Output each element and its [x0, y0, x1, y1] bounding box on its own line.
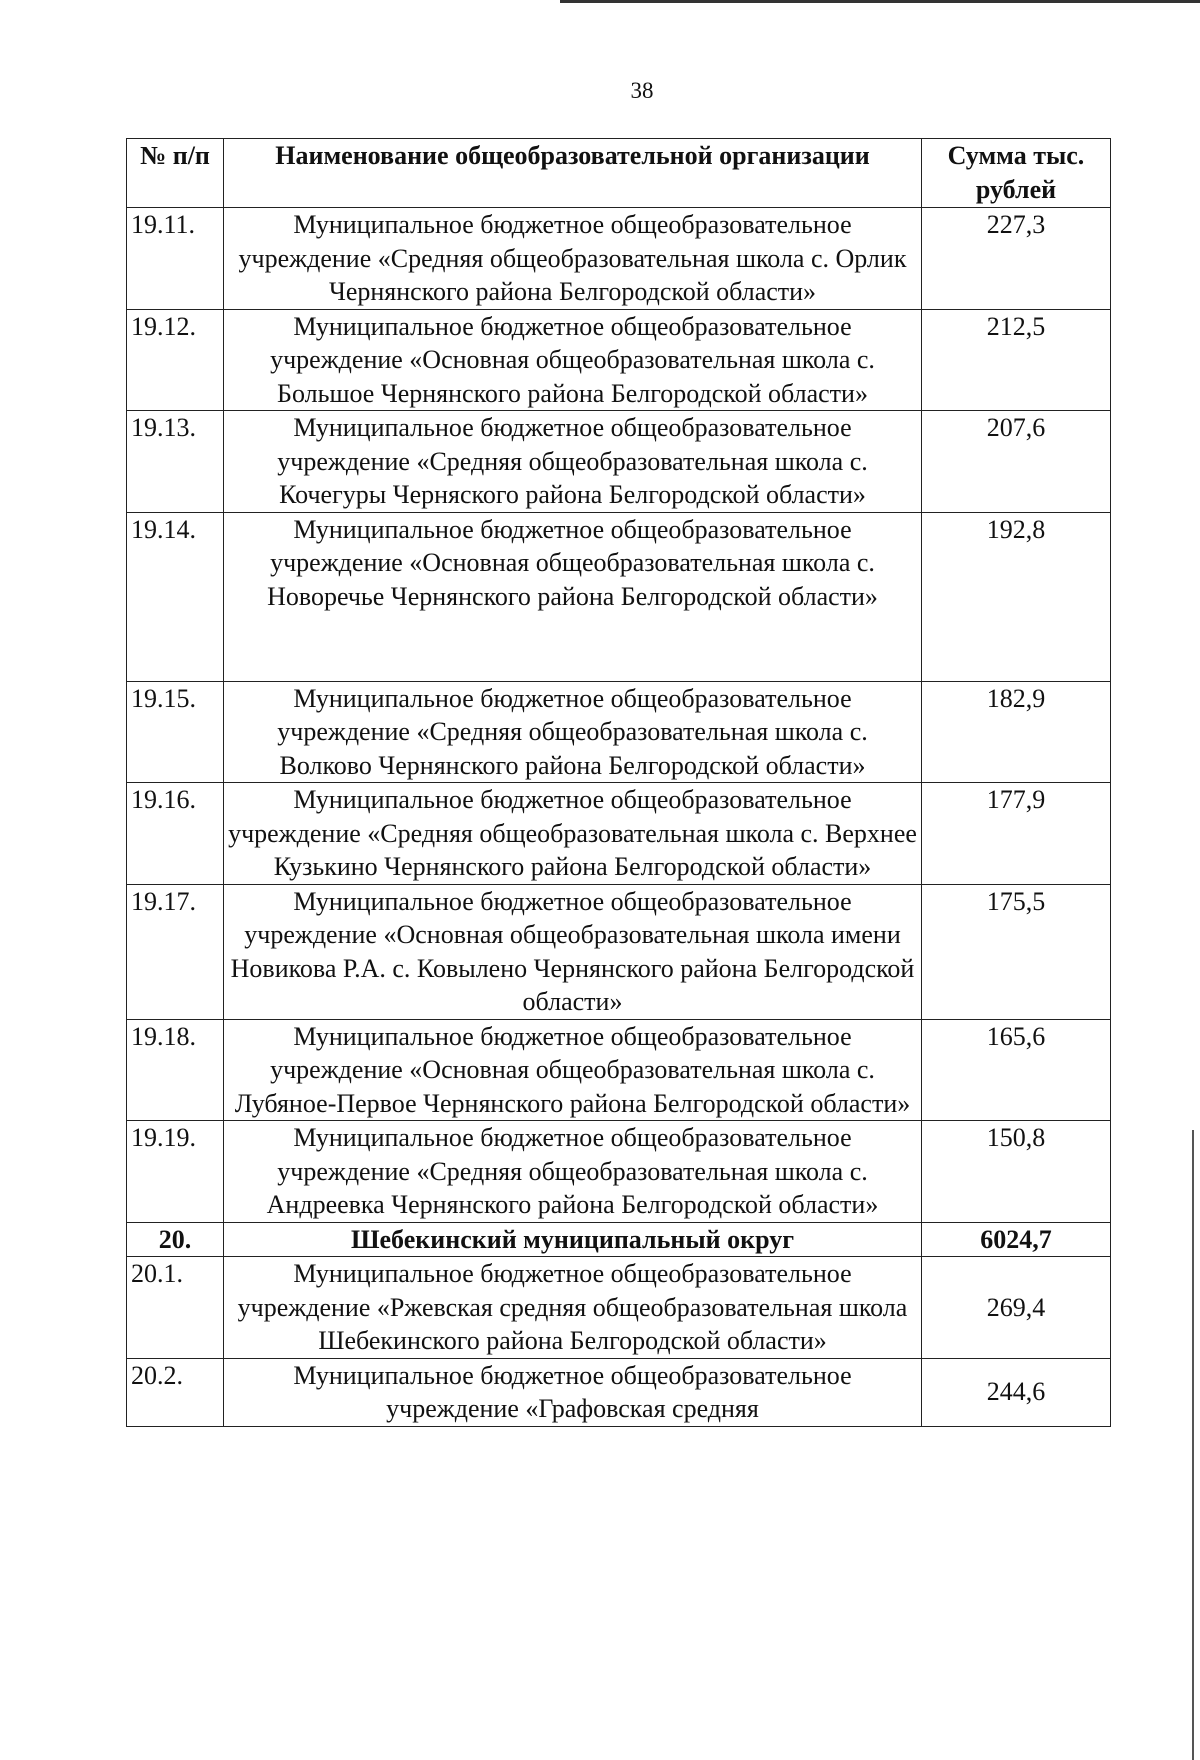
organization-name: Муниципальное бюджетное общеобразовательное учреждение «Средняя общеобразовательная школа с. Волково Чернянского района Белгородской области» — [224, 681, 922, 783]
amount: 244,6 — [922, 1358, 1111, 1426]
amount: 182,9 — [922, 681, 1111, 783]
district-total: 6024,7 — [922, 1222, 1111, 1257]
table-row — [127, 1121, 1111, 1223]
row-number: 19.14. — [127, 512, 224, 681]
organization-name: Муниципальное бюджетное общеобразовательное учреждение «Средняя общеобразовательная школа с. Верхнее Кузькино Чернянского района Белгородской области» — [224, 783, 922, 885]
table-row — [127, 411, 1111, 513]
table-row — [127, 1257, 1111, 1359]
row-number: 19.15. — [127, 681, 224, 783]
organization-name: Муниципальное бюджетное общеобразовательное учреждение «Средняя общеобразовательная школа с. Кочегуры Черняского района Белгородской области» — [224, 411, 922, 513]
amount: 269,4 — [922, 1257, 1111, 1359]
table-row — [127, 1019, 1111, 1121]
table-header — [127, 139, 1111, 208]
header-name: Наименование общеобразовательной организации — [224, 139, 922, 208]
amount: 192,8 — [922, 512, 1111, 681]
page-number: 38 — [630, 78, 654, 103]
row-number: 19.12. — [127, 309, 224, 411]
row-number: 19.19. — [127, 1121, 224, 1223]
table-row — [127, 309, 1111, 411]
row-number: 19.18. — [127, 1019, 224, 1121]
district-number: 20. — [127, 1222, 224, 1257]
organization-name: Муниципальное бюджетное общеобразовательное учреждение «Графовская средняя — [224, 1358, 922, 1426]
table-row — [127, 512, 1111, 681]
organization-name: Муниципальное бюджетное общеобразовательное учреждение «Средняя общеобразовательная школа с. Орлик Чернянского района Белгородской области» — [224, 208, 922, 310]
row-number: 19.13. — [127, 411, 224, 513]
organization-name: Муниципальное бюджетное общеобразовательное учреждение «Средняя общеобразовательная школа с. Андреевка Чернянского района Белгородской области» — [224, 1121, 922, 1223]
amount: 227,3 — [922, 208, 1111, 310]
district-name: Шебекинский муниципальный округ — [224, 1222, 922, 1257]
right-scan-edge — [1192, 1130, 1194, 1760]
organization-name: Муниципальное бюджетное общеобразовательное учреждение «Основная общеобразовательная школа имени Новикова Р.А. с. Ковылено Чернянского района Белгородской области» — [224, 884, 922, 1019]
amount: 177,9 — [922, 783, 1111, 885]
row-number: 20.1. — [127, 1257, 224, 1359]
organization-name: Муниципальное бюджетное общеобразовательное учреждение «Ржевская средняя общеобразовательная школа Шебекинского района Белгородской области» — [224, 1257, 922, 1359]
amount: 165,6 — [922, 1019, 1111, 1121]
amount: 207,6 — [922, 411, 1111, 513]
amount: 150,8 — [922, 1121, 1111, 1223]
row-number: 19.11. — [127, 208, 224, 310]
row-number: 20.2. — [127, 1358, 224, 1426]
table-row — [127, 1358, 1111, 1426]
row-number: 19.17. — [127, 884, 224, 1019]
amount: 212,5 — [922, 309, 1111, 411]
organization-name: Муниципальное бюджетное общеобразовательное учреждение «Основная общеобразовательная школа с. Большое Чернянского района Белгородской области» — [224, 309, 922, 411]
organizations-table — [126, 138, 1111, 1427]
table-body — [127, 208, 1111, 1427]
header-number: № п/п — [127, 139, 224, 208]
header-sum: Сумма тыс. рублей — [922, 139, 1111, 208]
row-number: 19.16. — [127, 783, 224, 885]
organization-name: Муниципальное бюджетное общеобразовательное учреждение «Основная общеобразовательная школа с. Новоречье Чернянского района Белгородской области» — [224, 512, 922, 681]
top-border-line — [560, 0, 1200, 3]
table-row — [127, 208, 1111, 310]
table-row — [127, 783, 1111, 885]
organization-name: Муниципальное бюджетное общеобразовательное учреждение «Основная общеобразовательная школа с. Лубяное-Первое Чернянского района Белгородской области» — [224, 1019, 922, 1121]
table-row — [127, 884, 1111, 1019]
district-row — [127, 1222, 1111, 1257]
header-row — [127, 139, 1111, 208]
amount: 175,5 — [922, 884, 1111, 1019]
table-row — [127, 681, 1111, 783]
